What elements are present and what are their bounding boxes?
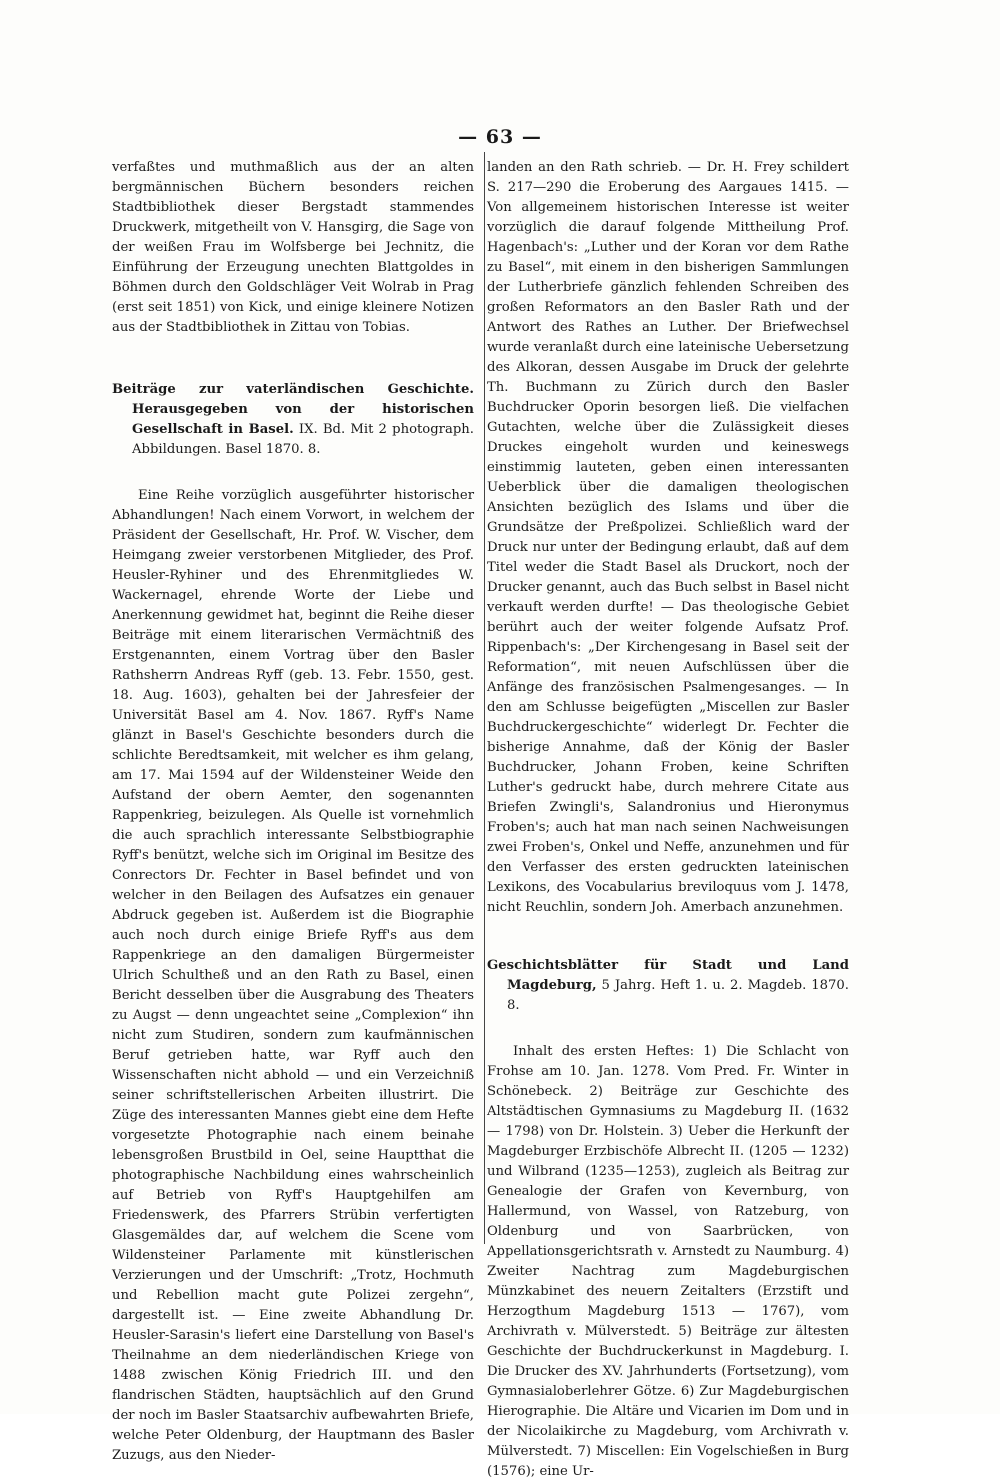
left-body-paragraph: Eine Reihe vorzüglich ausgeführter historischer Abhandlungen! Nach einem Vorwort, in welchem der Präsident der Gesellschaft, Hr. Prof. W. Vischer, dem Heimgang zweier verstorbenen Mitglieder, des Prof. Heusler-Ryhiner und des Ehrenmitgliedes W. Wackernagel, ehrende Worte der Liebe und Anerkennung gewidmet hat, beginnt die Reihe dieser Beiträge mit einem literarischen Vermächtniß des Erstgenannten, einem Vortrag über den Basler Rathsherrn Andreas Ryff (geb. 13. Febr. 1550, gest. 18. Aug. 1603), gehalten bei der Jahresfeier der Universität Basel am 4. Nov. 1867. Ryff's Name glänzt in Basel's Geschichte besonders durch die schlichte Beredtsamkeit, mit welcher es ihm gelang, am 17. Mai 1594 auf der Wildensteiner Weide den Aufstand der obern Aemter, den sogenannten Rappenkrieg, beizulegen. Als Quelle ist vornehmlich die auch sprachlich interessante Selbstbiographie Ryff's benützt, welche sich im Original im Besitze des Conrectors Dr. Fechter in Basel befindet und von welcher in den Beilagen des Aufsatzes ein genauer Abdruck gegeben ist. Außerdem ist die Biographie auch noch durch einige Briefe Ryff's aus dem Rappenkriege an den damaligen Bürgermeister Ulrich Schultheß und an den Rath zu Basel, einen Bericht desselben über die Ausgrabung des Theaters zu Augst — denn ungeachtet seine „Complexion“ ihn nicht zum Studiren, sondern zum kaufmännischen Beruf getrieben hatte, war Ryff auch den Wissenschaften nicht abhold — und ein Verzeichniß seiner schriftstellerischen Arbeiten illustrirt. Die Züge des interessanten Mannes giebt eine dem Hefte vorgesetzte Photographie nach einem beinahe lebensgroßen Brustbild in Oel, seine Hauptthat die photographische Nachbildung eines wahrscheinlich auf Betrieb von Ryff's Hauptgehilfen am Friedenswerk, des Pfarrers Strübin verfertigten Glasgemäldes dar, auf welchem die Scene vom Wildensteiner Parlamente mit künstlerischen Verzierungen und der Umschrift: „Trotz, Hochmuth und Rebellion macht gute Polizei zergehn“, dargestellt ist. — Eine zweite Abhandlung Dr. Heusler-Sarasin's liefert eine Darstellung von Basel's Theilnahme an dem niederländischen Kriege von 1488 zwischen König Friedrich III. und den flandrischen Städten, hauptsächlich auf den Grund der noch im Basler Staatsarchiv aufbewahrten Briefe, welche Peter Oldenburg, der Hauptmann des Basler Zuzugs, aus den Nieder- (112, 488, 474, 1463)
left-continuation-paragraph: verfaßtes und muthmaßlich aus der an alten bergmännischen Büchern besonders reichen Stadtbibliothek dieser Bergstadt stammendes Druckwerk, mitgetheilt von V. Hansgirg, die Sage von der weißen Frau im Wolfsberge bei Jechnitz, die Einführung der Erzeugung unechten Blattgoldes in Böhmen durch den Goldschläger Veit Wolrab in Prag (erst seit 1851) von Kick, und einige kleinere Notizen aus der Stadtbibliothek in Zittau von Tobias. (112, 160, 474, 335)
right-column (487, 158, 849, 1482)
section-heading-details: 5 Jahrg. Heft 1. u. 2. Magdeb. 1870. 8. (507, 978, 849, 1013)
page-number: — 63 — (458, 126, 542, 148)
section-heading-basel (112, 380, 474, 460)
right-continuation-paragraph: landen an den Rath schrieb. — Dr. H. Frey schildert S. 217—290 die Eroberung des Aargaues 1415. — Von allgemeinem historischen Interesse ist weiter vorzüglich die darauf folgende Mittheilung Prof. Hagenbach's: „Luther und der Koran vor dem Rathe zu Basel“, mit einem in den bisherigen Sammlungen der Lutherbriefe gänzlich fehlenden Schreiben des großen Reformators an den Basler Rath und der Antwort des Rathes an Luther. Der Briefwechsel wurde veranlaßt durch eine lateinische Uebersetzung des Alkoran, dessen Ausgabe im Druck der gelehrte Th. Buchmann zu Zürich durch den Basler Buchdrucker Oporin besorgen ließ. Die vielfachen Gutachten, welche über die Zulässigkeit dieses Druckes eingeholt wurden und keineswegs einstimmig lauteten, geben einen interessanten Ueberblick über die damaligen theologischen Ansichten bezüglich des Islams und über die Grundsätze der Preßpolizei. Schließlich ward der Druck nur unter der Bedingung erlaubt, daß auf dem Titel weder die Stadt Basel als Druckort, noch der Drucker genannt, auch das Buch selbst in Basel nicht verkauft werden durfte! — Das theologische Gebiet berührt auch der weiter folgende Aufsatz Prof. Rippenbach's: „Der Kirchengesang in Basel seit der Reformation“, mit neuen Aufschlüssen über die Anfänge des französischen Psalmengesanges. — In den am Schlusse beigefügten „Miscellen zur Basler Buchdruckergeschichte“ widerlegt Dr. Fechter die bisherige Annahme, daß der König der Basler Buchdrucker, Johann Froben, keine Schriften Luther's gedruckt habe, durch mehrere Citate aus Briefen Zwingli's, Salandronius und Hieronymus Froben's; auch hat man nach seinen Nachweisungen zwei Froben's, Onkel und Neffe, anzunehmen und für den Verfasser des ersten gedruckten lateinischen Lexikons, des Vocabularius breviloquus vom J. 1478, nicht Reuchlin, sondern Joh. Amerbach anzunehmen. (487, 160, 849, 915)
section-heading-title: Geschichtsblätter für Stadt und Land Magdeburg, (487, 958, 849, 993)
section-heading-magdeburg (487, 956, 849, 1016)
section-heading-details: IX. Bd. Mit 2 photograph. Abbildungen. Basel 1870. 8. (132, 422, 474, 457)
right-body-paragraph: Inhalt des ersten Heftes: 1) Die Schlacht von Frohse am 10. Jan. 1278. Vom Pred. Fr. Winter in Schönebeck. 2) Beiträge zur Geschichte des Altstädtischen Gymnasiums zu Magdeburg II. (1632 — 1798) von Dr. Holstein. 3) Ueber die Herkunft der Magdeburger Erzbischöfe Albrecht II. (1205 — 1232) und Wilbrand (1235—1253), zugleich als Beitrag zur Genealogie der Grafen von Kevernburg, von Hallermund, von Wassel, von Ratzeburg, von Oldenburg und von Saarbrücken, von Appellationsgerichtsrath v. Arnstedt zu Naumburg. 4) Zweiter Nachtrag zum Magdeburgischen Münzkabinet des neuern Zeitalters (Erzstift und Herzogthum Magdeburg 1513 — 1767), vom Archivrath v. Mülverstedt. 5) Beiträge zur ältesten Geschichte der Buchdruckerkunst in Magdeburg. I. Die Drucker des XV. Jahrhunderts (Fortsetzung), vom Gymnasialoberlehrer Götze. 6) Zur Magdeburgischen Hierographie. Die Altäre und Vicarien im Dom und in der Nicolaikirche zu Magdeburg, vom Archivrath v. Mülverstedt. 7) Miscellen: Ein Vogelschießen in Burg (1576); eine Ur- (487, 1044, 849, 1479)
section-heading-title: Beiträge zur vaterländischen Geschichte. Herausgegeben von der historischen Gesellschaft in Basel. (112, 382, 474, 437)
column-divider (484, 152, 485, 1244)
left-column (112, 158, 474, 1466)
